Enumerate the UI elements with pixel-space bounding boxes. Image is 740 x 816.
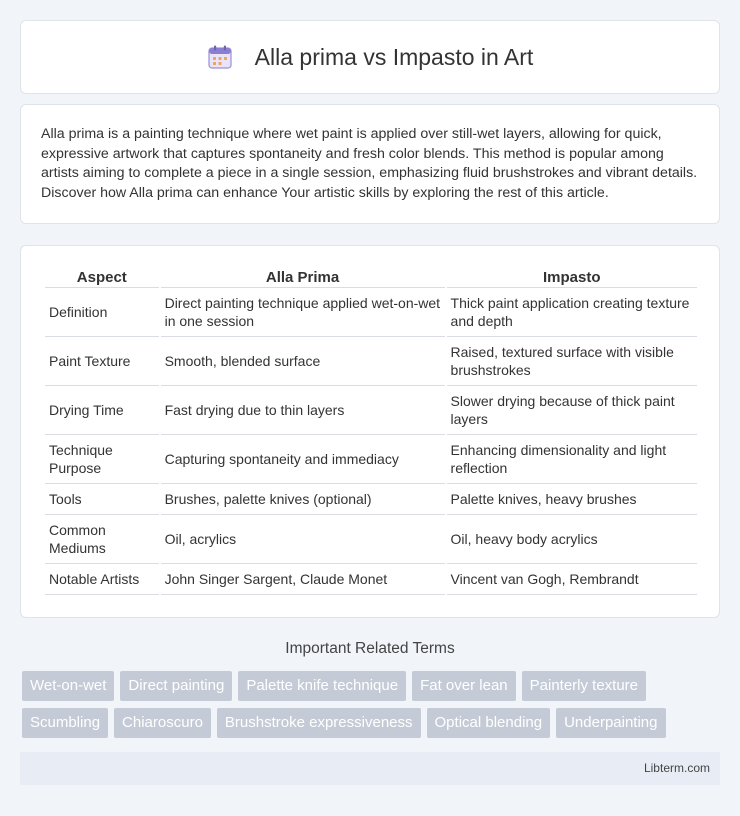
related-term-tag[interactable]: Painterly texture [522, 671, 646, 701]
header-aspect: Aspect [45, 266, 159, 288]
row-alla-prima: John Singer Sargent, Claude Monet [161, 564, 445, 595]
related-term-tag[interactable]: Chiaroscuro [114, 708, 211, 738]
related-term-tag[interactable]: Direct painting [120, 671, 232, 701]
intro-text: Alla prima is a painting technique where wet paint is applied over still-wet layers, allowing for quick, expressive artwork that captures spontaneity and fresh color blends. This method is popular among artists aiming to complete a piece in a single session, emphasizing fluid brushstrokes and vibrant details. Discover how Alla prima can enhance Your artistic skills by exploring the rest of this article. [41, 126, 698, 201]
comparison-table [43, 266, 699, 595]
row-alla-prima: Smooth, blended surface [161, 337, 445, 386]
row-alla-prima: Brushes, palette knives (optional) [161, 484, 445, 515]
table-row [45, 435, 697, 484]
related-term-tag[interactable]: Brushstroke expressiveness [217, 708, 421, 738]
row-impasto: Slower drying because of thick paint layers [447, 386, 697, 435]
related-term-tag[interactable]: Scumbling [22, 708, 108, 738]
row-impasto: Vincent van Gogh, Rembrandt [447, 564, 697, 595]
table-row [45, 288, 697, 337]
header-impasto: Impasto [447, 266, 697, 288]
row-impasto: Palette knives, heavy brushes [447, 484, 697, 515]
related-terms-list [22, 671, 722, 745]
footer [20, 752, 720, 785]
table-row [45, 484, 697, 515]
table-row [45, 515, 697, 564]
header-alla-prima: Alla Prima [161, 266, 445, 288]
page-title: Alla prima vs Impasto in Art [254, 43, 534, 70]
row-alla-prima: Direct painting technique applied wet-on-wet in one session [161, 288, 445, 337]
header-card [20, 20, 720, 94]
row-aspect: Paint Texture [45, 337, 159, 386]
row-impasto: Raised, textured surface with visible brushstrokes [447, 337, 697, 386]
related-term-tag[interactable]: Wet-on-wet [22, 671, 114, 701]
related-terms-title: Important Related Terms [285, 640, 455, 657]
table-row [45, 564, 697, 595]
row-alla-prima: Fast drying due to thin layers [161, 386, 445, 435]
related-term-tag[interactable]: Fat over lean [412, 671, 516, 701]
row-alla-prima: Capturing spontaneity and immediacy [161, 435, 445, 484]
footer-site-link[interactable]: Libterm.com [643, 761, 710, 775]
row-aspect: Notable Artists [45, 564, 159, 595]
row-alla-prima: Oil, acrylics [161, 515, 445, 564]
calendar-icon [207, 44, 233, 70]
row-impasto: Enhancing dimensionality and light reflection [447, 435, 697, 484]
row-aspect: Drying Time [45, 386, 159, 435]
related-term-tag[interactable]: Palette knife technique [238, 671, 406, 701]
related-term-tag[interactable]: Underpainting [556, 708, 665, 738]
table-row [45, 337, 697, 386]
row-aspect: Definition [45, 288, 159, 337]
table-header-row [45, 266, 697, 288]
row-impasto: Thick paint application creating texture and depth [447, 288, 697, 337]
related-term-tag[interactable]: Optical blending [427, 708, 551, 738]
table-row [45, 386, 697, 435]
row-aspect: Tools [45, 484, 159, 515]
row-aspect: Technique Purpose [45, 435, 159, 484]
comparison-table-card [20, 245, 720, 618]
row-impasto: Oil, heavy body acrylics [447, 515, 697, 564]
row-aspect: Common Mediums [45, 515, 159, 564]
intro-card [20, 104, 720, 224]
